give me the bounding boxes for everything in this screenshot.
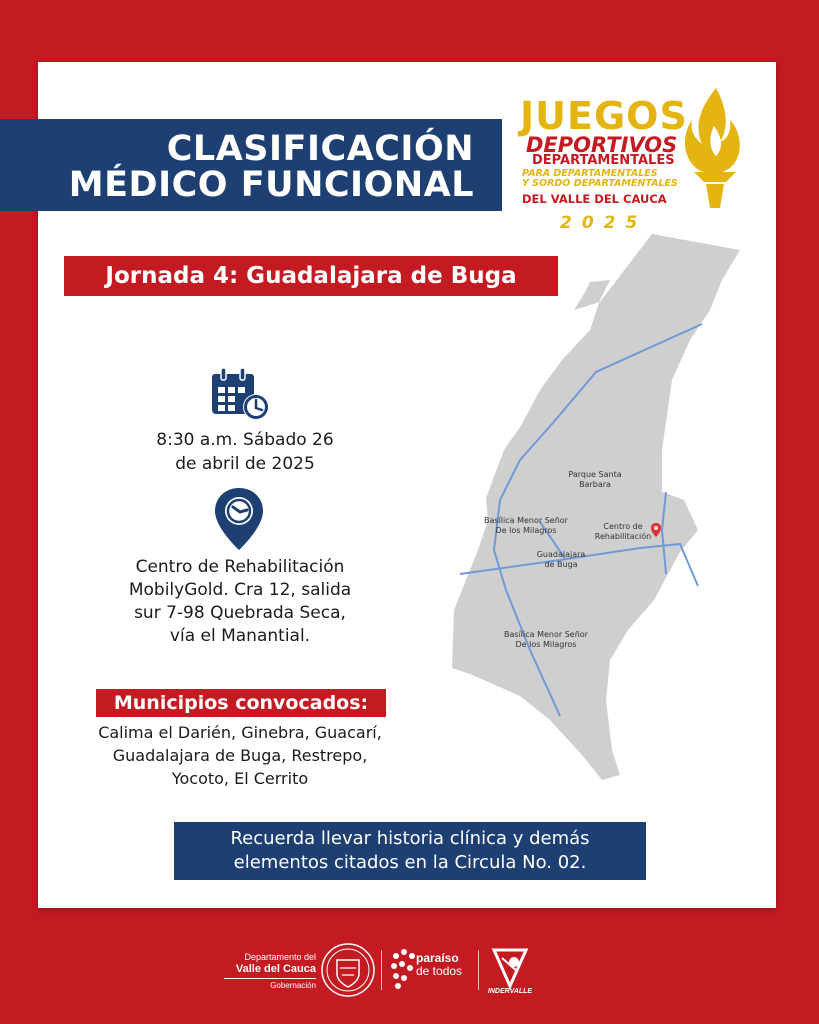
municipios-line-1: Calima el Darién, Ginebra, Guacarí, (98, 723, 382, 742)
title-banner (0, 119, 502, 211)
deportivos-word: DEPORTIVOS (526, 133, 678, 157)
venue-line-1: Centro de Rehabilitación (135, 557, 345, 577)
paraiso-text (416, 952, 462, 978)
schedule-line-2: de abril de 2025 (175, 454, 315, 474)
valle-word: DEL VALLE DEL CAUCA (522, 192, 667, 206)
para-sordo-lines (522, 169, 722, 189)
footer-divider-1 (381, 950, 382, 990)
map-label-basilica-top: Basílica Menor Señor De los Milagros (484, 516, 568, 535)
departamentales-word: DEPARTAMENTALES (532, 153, 675, 168)
para-line-2: Y SORDO DEPARTAMENTALES (522, 178, 678, 189)
title-line-2: MÉDICO FUNCIONAL (68, 165, 474, 205)
reminder-line-2: elementos citados en la Circula No. 02. (233, 852, 587, 873)
venue-line-3: sur 7-98 Quebrada Seca, (134, 603, 346, 623)
map-label-basilica-bottom: Basílica Menor Señor De los Milagros (504, 630, 588, 649)
event-year: 2025 (560, 213, 648, 233)
location-clock-pin-icon (213, 486, 265, 552)
footer-divider-2 (478, 950, 479, 990)
schedule-text (100, 428, 390, 476)
gob-line-2: Valle del Cauca (235, 963, 316, 975)
city-map (440, 230, 750, 790)
venue-text (60, 556, 420, 648)
indervalle-text: INDERVALLE (487, 988, 533, 995)
municipios-list (50, 721, 430, 790)
seal-icon (320, 942, 376, 998)
jornada-banner: Jornada 4: Guadalajara de Buga (64, 256, 558, 296)
title-line-1: CLASIFICACIÓN (166, 129, 474, 169)
map-shape (440, 230, 750, 790)
gobernacion-logo-text (224, 952, 316, 992)
para-line-1: PARA DEPARTAMENTALES (522, 168, 658, 179)
venue-line-2: MobilyGold. Cra 12, salida (128, 580, 352, 600)
juegos-word: JUEGOS (520, 94, 688, 138)
paraiso-line-2: de todos (416, 964, 463, 978)
reminder-banner (174, 822, 646, 880)
reminder-line-1: Recuerda llevar historia clínica y demás (230, 828, 590, 849)
map-label-centro: Centro de Rehabilitación (594, 522, 652, 541)
gob-line-1: Departamento del (244, 952, 316, 962)
paraiso-line-1: paraíso (416, 951, 459, 965)
juegos-logo (520, 96, 740, 238)
torch-icon (680, 86, 744, 210)
venue-line-4: vía el Manantial. (169, 626, 311, 646)
gob-line-3: Gobernación (224, 978, 316, 992)
map-marker-icon (650, 522, 662, 538)
footer-logos (0, 920, 819, 1024)
map-label-guadalajara: Guadalajara de Buga (536, 550, 586, 569)
calendar-clock-icon (210, 366, 272, 422)
schedule-line-1: 8:30 a.m. Sábado 26 (156, 430, 334, 450)
map-label-parque: Parque Santa Barbara (568, 470, 622, 489)
municipios-label: Municipios convocados: (96, 689, 386, 717)
municipios-line-3: Yocoto, El Cerrito (171, 769, 309, 788)
municipios-line-2: Guadalajara de Buga, Restrepo, (112, 746, 368, 765)
